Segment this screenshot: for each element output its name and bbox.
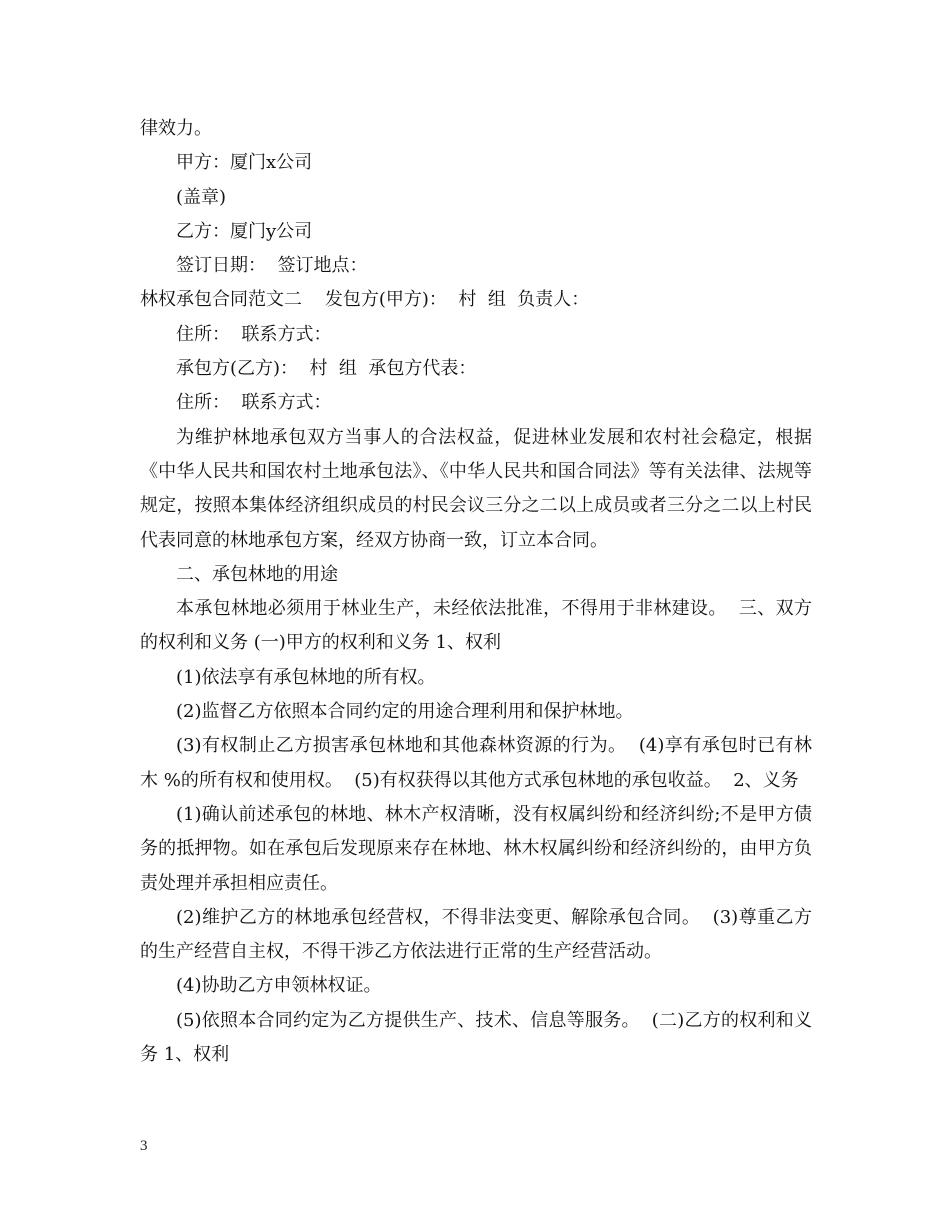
page-number: 3 xyxy=(140,1138,148,1154)
usage-paragraph: 本承包林地必须用于林业生产，未经依法批准，不得用于非林建设。 三、双方的权利和义务 (一)甲方的权利和义务 1、权利 xyxy=(140,598,812,654)
duty-item-4: (4)协助乙方申领林权证。 xyxy=(176,975,382,997)
body-text xyxy=(140,112,812,1072)
address-contact-b: 住所： 联系方式： xyxy=(176,392,332,414)
duty-item-2-3: (2)维护乙方的林地承包经营权，不得非法变更、解除承包合同。 (3)尊重乙方的生产经营自主权，不得干涉乙方依法进行正常的生产经营活动。 xyxy=(140,906,812,963)
duty-item-5: (5)依照本合同约定为乙方提供生产、技术、信息等服务。 (二)乙方的权利和义务 1、权利 xyxy=(140,1009,812,1066)
contract-title-line: 林权承包合同范文二 发包方(甲方)： 村 组 负责人： xyxy=(140,289,590,311)
party-a-line: 甲方：厦门x公司 xyxy=(176,152,313,174)
preamble-paragraph: 为维护林地承包双方当事人的合法权益，促进林业发展和农村社会稳定，根据《中华人民共和国农村土地承包法》、《中华人民共和国合同法》等有关法律、法规等规定，按照本集体经济组织成员的村民会议三分之二以上成员或者三分之二以上村民代表同意的林地承包方案，经双方协商一致，订立本合同。 xyxy=(140,426,812,551)
signing-date-place: 签订日期： 签订地点： xyxy=(176,255,368,277)
address-contact-a: 住所： 联系方式： xyxy=(176,323,332,345)
right-item-3-5: (3)有权制止乙方损害承包林地和其他森林资源的行为。 (4)享有承包时已有林木 %的所有权和使用权。 (5)有权获得以其他方式承包林地的承包收益。 2、义务 xyxy=(140,735,812,791)
right-item-2: (2)监督乙方依照本合同约定的用途合理利用和保护林地。 xyxy=(176,701,634,723)
duty-item-1: (1)确认前述承包的林地、林木产权清晰，没有权属纠纷和经济纠纷;不是甲方债务的抵押物。如在承包后发现原来存在林地、林木权属纠纷和经济纠纷的，由甲方负责处理并承担相应责任。 xyxy=(140,803,812,894)
section-heading-usage: 二、承包林地的用途 xyxy=(176,563,338,585)
contractor-line: 承包方(乙方)： 村 组 承包方代表： xyxy=(176,358,477,380)
right-item-1: (1)依法享有承包林地的所有权。 xyxy=(176,666,436,688)
seal-line: (盖章) xyxy=(176,186,227,208)
paragraph-continuation: 律效力。 xyxy=(140,118,212,139)
party-b-line: 乙方：厦门y公司 xyxy=(176,220,313,242)
